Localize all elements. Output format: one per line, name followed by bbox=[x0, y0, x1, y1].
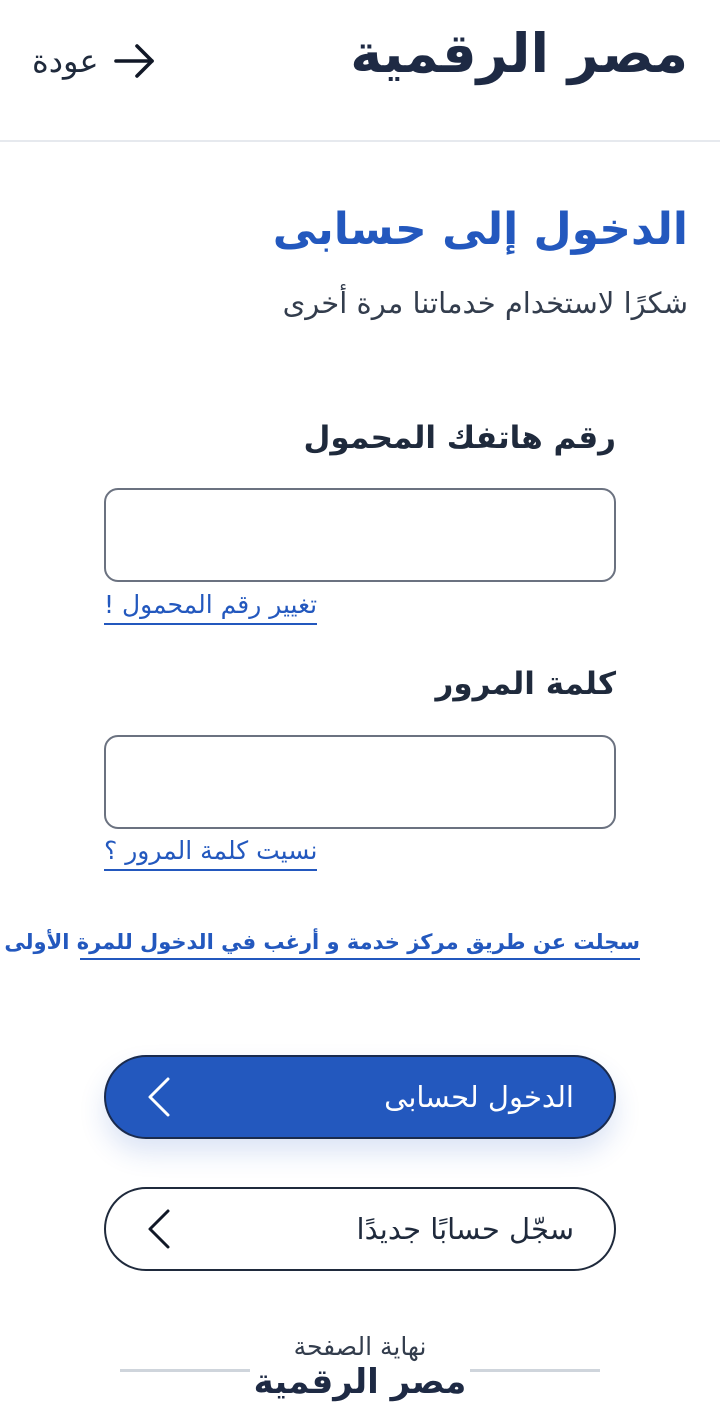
page-end-label: نهاية الصفحة bbox=[293, 1332, 427, 1361]
password-input[interactable] bbox=[104, 735, 616, 829]
password-label: كلمة المرور bbox=[435, 666, 616, 702]
phone-label: رقم هاتفك المحمول bbox=[303, 420, 616, 456]
page-title: الدخول إلى حسابى bbox=[272, 204, 688, 255]
service-center-link[interactable]: سجلت عن طريق مركز خدمة و أرغب في الدخول للمرة الأولى bbox=[80, 930, 640, 960]
chevron-left-icon bbox=[146, 1076, 172, 1118]
back-label: عودة bbox=[32, 42, 99, 80]
arrow-right-icon bbox=[113, 41, 157, 81]
phone-input[interactable] bbox=[104, 488, 616, 582]
footer-brand-logo: مصر الرقمية bbox=[253, 1362, 467, 1402]
brand-logo: مصر الرقمية bbox=[350, 22, 688, 85]
chevron-left-icon bbox=[146, 1208, 172, 1250]
back-button[interactable] bbox=[32, 36, 157, 86]
page-subtitle: شكرًا لاستخدام خدماتنا مرة أخرى bbox=[282, 286, 688, 320]
login-button[interactable] bbox=[104, 1055, 616, 1139]
forgot-password-link[interactable]: نسيت كلمة المرور ؟ bbox=[104, 836, 317, 871]
footer-divider-right bbox=[470, 1369, 600, 1372]
register-button-label: سجّل حسابًا جديدًا bbox=[356, 1212, 574, 1246]
app-header bbox=[0, 0, 720, 142]
footer-divider-left bbox=[120, 1369, 250, 1372]
change-phone-link[interactable]: تغيير رقم المحمول ! bbox=[104, 590, 317, 625]
login-button-label: الدخول لحسابى bbox=[384, 1080, 574, 1114]
register-button[interactable] bbox=[104, 1187, 616, 1271]
